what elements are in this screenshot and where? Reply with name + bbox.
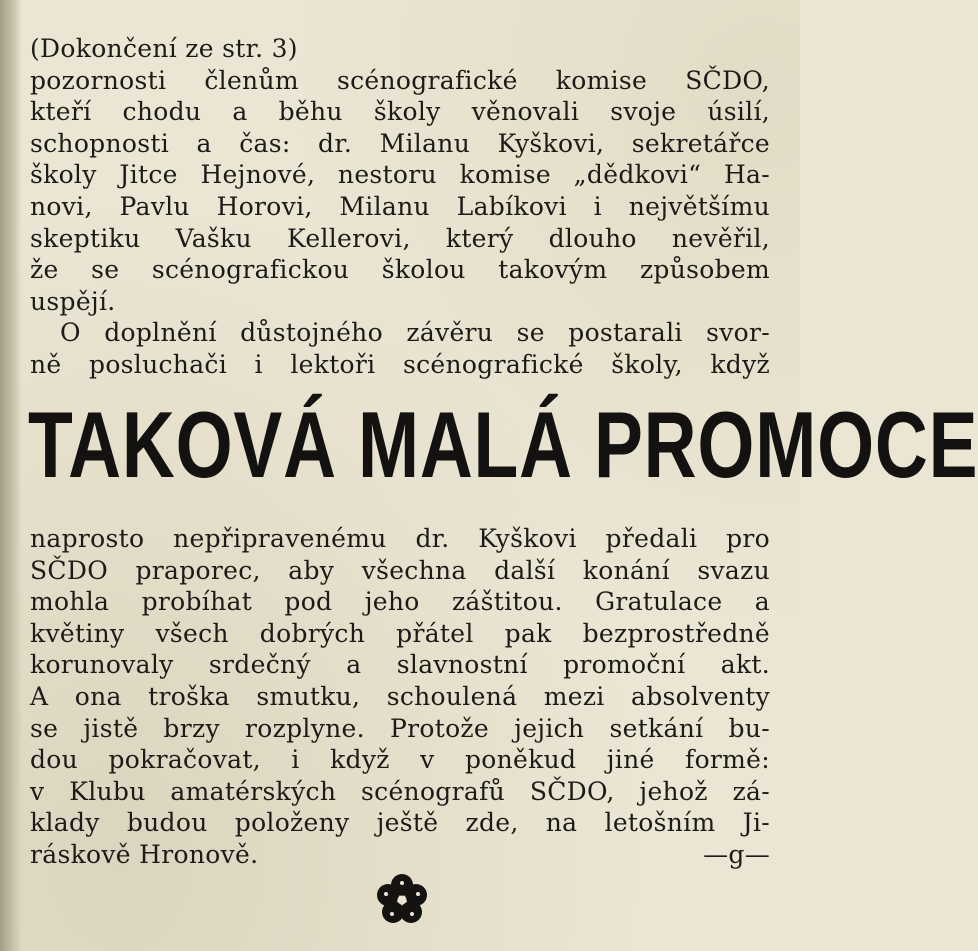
text-line: kteří chodu a běhu školy věnovali svoje úsilí, [30, 97, 770, 127]
flower-ornament-icon [372, 870, 432, 930]
text-line: v Klubu amatérských scénografů SČDO, jehož zá- [30, 776, 770, 806]
text-line: naprosto nepřipravenému dr. Kyškovi předali pro [30, 524, 770, 553]
page-edge-shadow [0, 0, 22, 951]
text-line: mohla probíhat pod jeho záštitou. Gratulace a [30, 587, 770, 617]
text-line: školy Jitce Hejnové, nestoru komise „dědkovi“ Ha- [30, 160, 770, 190]
text-line: dou pokračovat, i když v poněkud jiné formě: [30, 745, 770, 775]
text-line: se jistě brzy rozplyne. Protože jejich setkání bu- [30, 713, 770, 743]
closing-line [30, 839, 770, 871]
text-line: SČDO praporec, aby všechna další konání svazu [30, 555, 770, 585]
text-line: klady budou položeny ještě zde, na letošním Ji- [30, 808, 770, 838]
text-line: že se scénografickou školou takovým způsobem [30, 255, 770, 285]
continuation-note: (Dokončení ze str. 3) [30, 34, 298, 63]
text-line: ráskově Hronově. [30, 839, 259, 869]
text-line: novi, Pavlu Horovi, Milanu Labíkovi i největšímu [30, 191, 770, 221]
article-intro [30, 33, 770, 381]
author-signature: —g— [703, 839, 770, 869]
text-line: schopnosti a čas: dr. Milanu Kyškovi, sekretářce [30, 128, 770, 158]
article-body [30, 523, 770, 871]
text-line: A ona troška smutku, schoulená mezi absolventy [30, 681, 770, 711]
text-line: skeptiku Vašku Kellerovi, který dlouho nevěřil, [30, 223, 770, 253]
text-line: uspějí. [30, 286, 116, 316]
text-line: květiny všech dobrých přátel pak bezprostředně [30, 618, 770, 648]
text-line: O doplnění důstojného závěru se postarali svor- [60, 318, 770, 348]
article-headline: TAKOVÁ MALÁ PROMOCE [28, 392, 978, 497]
text-line: korunovaly srdečný a slavnostní promoční akt. [30, 650, 770, 680]
text-line: ně posluchači i lektoři scénografické školy, když [30, 349, 770, 379]
text-line: pozornosti členům scénografické komise SČDO, [30, 65, 770, 95]
